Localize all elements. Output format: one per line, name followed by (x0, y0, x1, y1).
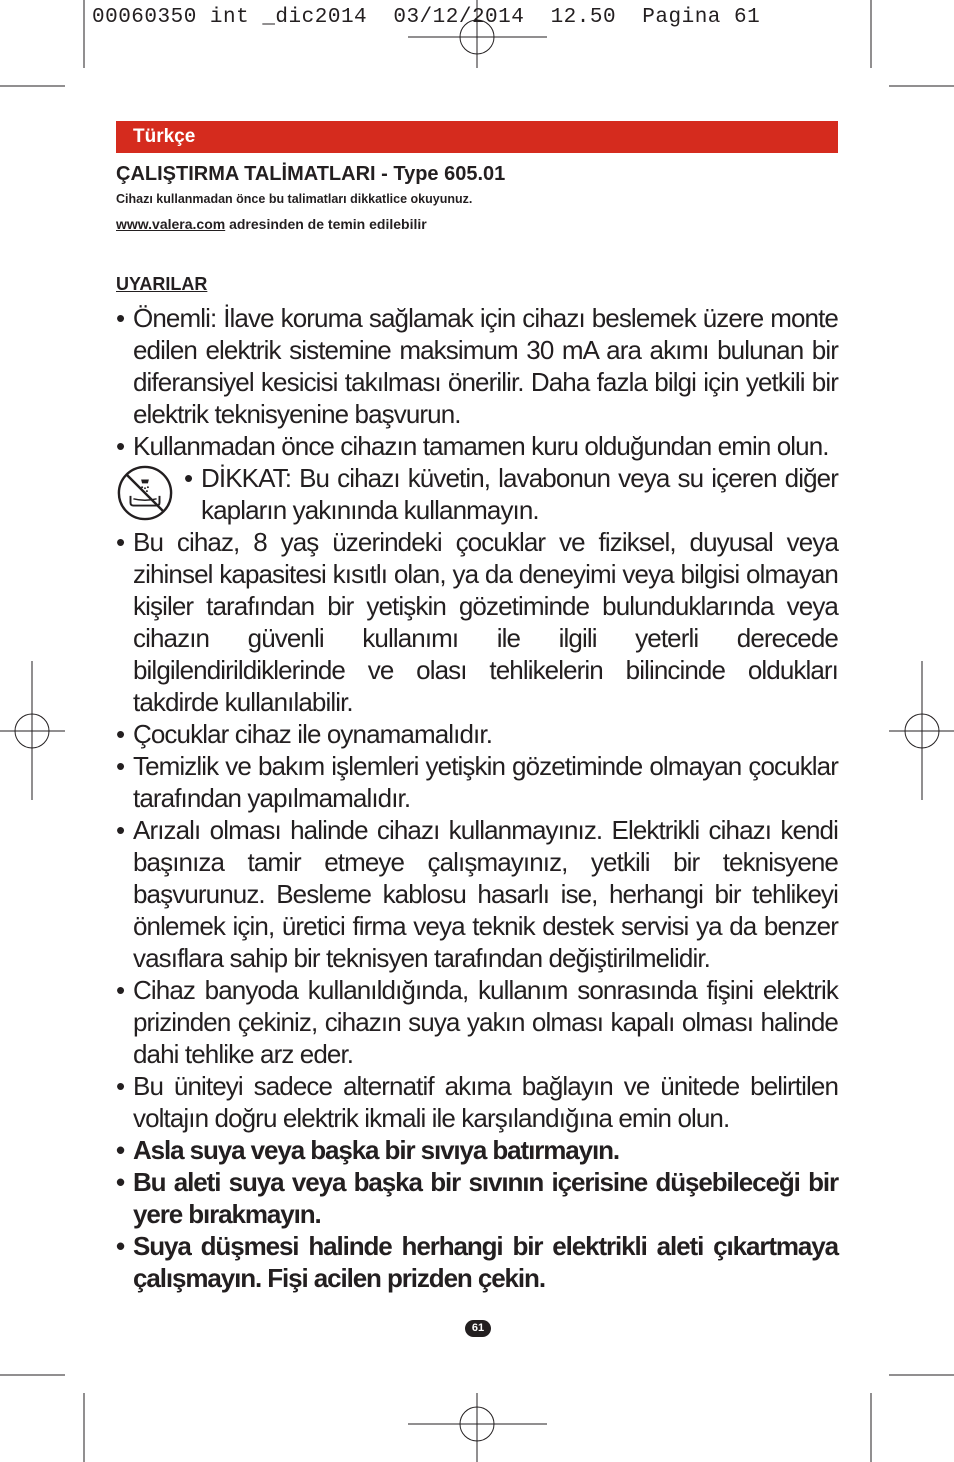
warning-text: Çocuklar cihaz ile oynamamalıdır. (133, 718, 493, 749)
warning-item (116, 431, 838, 463)
bullet: • (116, 974, 125, 1005)
bullet: • (116, 814, 125, 845)
warning-text: Cihaz banyoda kullanıldığında, kullanım sonrasında fişini elektrik prizinden çekiniz, cihazın suya yakın olması kapalı olması halinde dahi tehlike arz eder. (133, 974, 838, 1069)
website-text: adresinden de temin edilebilir (229, 216, 427, 232)
document-subtitle: Cihazı kullanmadan önce bu talimatları dikkatlice okuyunuz. (116, 192, 473, 206)
warnings-list (116, 303, 838, 1295)
language-bar (116, 121, 838, 153)
warning-text: Bu cihaz, 8 yaş üzerindeki çocuklar ve fiziksel, duyusal veya zihinsel kapasitesi kısıtlı olan, ya da deneyimi veya bilgisi olmayan kişiler tarafından bir yetişkin gözetiminde bulunduklarında veya cihazın güvenli kullanımı ile ilgili yeterli derecede bilgilendirildiklerinde ve olası tehlikelerin bilincinde oldukları takdirde kullanılabilir. (133, 526, 838, 717)
warning-text: Bu üniteyi sadece alternatif akıma bağlayın ve ünitede belirtilen voltajın doğru elektrik ikmali ile karşılandığına emin olun. (133, 1070, 838, 1133)
bullet: • (116, 1134, 125, 1165)
warning-item-bold (116, 1231, 838, 1295)
warning-text: Kullanmadan önce cihazın tamamen kuru olduğundan emin olun. (133, 430, 829, 461)
warning-item-bold (116, 1167, 838, 1231)
warning-item (116, 527, 838, 719)
warning-item (116, 751, 838, 815)
warning-item (116, 463, 838, 527)
bullet: • (116, 430, 125, 461)
warning-text: Asla suya veya başka bir sıvıya batırmayın. (133, 1134, 620, 1165)
registration-mark-icon (889, 661, 954, 800)
warning-item (116, 303, 838, 431)
document-title: ÇALIŞTIRMA TALİMATLARI - Type 605.01 (116, 163, 506, 185)
warning-item (116, 815, 838, 975)
no-bath-icon (116, 464, 174, 522)
bullet: • (184, 462, 193, 493)
warning-text: DİKKAT: Bu cihazı küvetin, lavabonun veya su içeren diğer kapların yakınında kullanmayın. (201, 462, 838, 525)
language-label: Türkçe (133, 126, 196, 147)
warnings-heading: UYARILAR (116, 274, 208, 294)
warning-item (116, 1071, 838, 1135)
bullet: • (116, 1230, 125, 1261)
bullet: • (116, 718, 125, 749)
website-link[interactable]: www.valera.com (116, 216, 226, 232)
bullet: • (116, 526, 125, 557)
website-line (116, 216, 427, 232)
warning-item-bold (116, 1135, 838, 1167)
page-number: 61 (465, 1320, 491, 1337)
warning-text: Temizlik ve bakım işlemleri yetişkin gözetiminde olmayan çocuklar tarafından yapılmamalıdır. (133, 750, 838, 813)
warning-text: Önemli: İlave koruma sağlamak için cihazı beslemek üzere monte edilen elektrik sistemine maksimum 30 mA ara akımı bulunan bir diferansiyel kesicisi takılması önerilir. Daha fazla bilgi için yetkili bir elektrik teknisyenine başvurun. (133, 303, 838, 429)
bullet: • (116, 1166, 125, 1197)
registration-mark-icon (408, 1393, 547, 1462)
bullet: • (116, 303, 125, 333)
warning-text: Arızalı olması halinde cihazı kullanmayınız. Elektrikli cihazı kendi başınıza tamir etmeye çalışmayınız, yetkili bir teknisyene başvurunuz. Besleme kablosu hasarlı ise, herhangi bir tehlikeyi önlemek için, üretici firma veya teknik destek servisi ya da benzer vasıflara sahip bir teknisyen tarafından değiştirilmelidir. (133, 814, 838, 973)
print-slug: 00060350 int _dic2014 03/12/2014 12.50 Pagina 61 (92, 6, 761, 29)
warning-text: Bu aleti suya veya başka bir sıvının içerisine düşebileceği bir yere bırakmayın. (133, 1166, 838, 1229)
registration-mark-icon (0, 661, 65, 800)
bullet: • (116, 1070, 125, 1101)
warning-text: Suya düşmesi halinde herhangi bir elektrikli aleti çıkartmaya çalışmayın. Fişi acilen prizden çekin. (133, 1230, 838, 1293)
warning-item (116, 719, 838, 751)
bullet: • (116, 750, 125, 781)
warning-item (116, 975, 838, 1071)
